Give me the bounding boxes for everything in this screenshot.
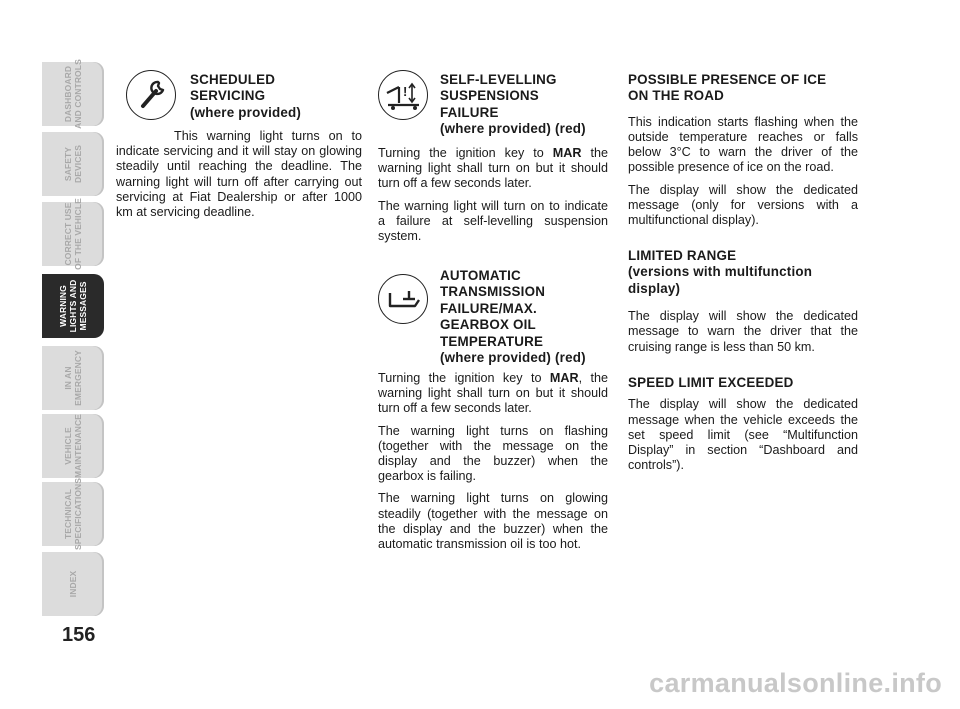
tab-label: CORRECT USE OF THE VEHICLE bbox=[63, 198, 83, 270]
tab-correct-use[interactable] bbox=[42, 198, 104, 270]
transmission-paragraph-3: The warning light turns on glowing steadily (together with the message on the display and the buzzer) when the automatic transmission oil is too hot. bbox=[378, 491, 608, 552]
suspension-body bbox=[378, 146, 608, 251]
text-span: the warning light shall turn on but it should turn off a few seconds later. bbox=[378, 146, 608, 191]
servicing-heading bbox=[190, 72, 370, 121]
transmission-title-line: TRANSMISSION bbox=[440, 284, 546, 300]
tab-in-an-emergency[interactable] bbox=[42, 346, 104, 410]
text-span: Turning the ignition key to bbox=[378, 371, 550, 385]
suspension-paragraph-2: The warning light will turn on to indicate a failure at self-levelling suspension system. bbox=[378, 198, 608, 244]
tab-safety-devices[interactable] bbox=[42, 132, 104, 196]
transmission-title-line: GEARBOX OIL bbox=[440, 317, 536, 333]
transmission-heading bbox=[440, 268, 615, 366]
transmission-title-line: (where provided) (red) bbox=[440, 350, 586, 366]
watermark: carmanualsonline.info bbox=[649, 668, 942, 698]
suspension-title-line: FAILURE bbox=[440, 104, 499, 120]
range-title-line: LIMITED RANGE bbox=[628, 248, 737, 263]
text-span: , the warning light shall turn on but it should turn off a few seconds later. bbox=[378, 371, 608, 416]
range-title-line: display) bbox=[628, 280, 681, 296]
tab-label: IN AN EMERGENCY bbox=[63, 350, 83, 406]
speed-title: SPEED LIMIT EXCEEDED bbox=[628, 375, 794, 390]
suspension-title-line: SUSPENSIONS bbox=[440, 88, 539, 104]
speed-section bbox=[628, 375, 858, 480]
servicing-title-line: SERVICING bbox=[190, 88, 266, 104]
page-number: 156 bbox=[62, 624, 96, 646]
suspension-heading bbox=[440, 72, 615, 138]
tab-label: VEHICLE MAINTENANCE bbox=[63, 414, 83, 478]
tab-warning-lights[interactable] bbox=[42, 274, 104, 338]
tab-label: INDEX bbox=[68, 570, 78, 598]
wrench-icon bbox=[126, 70, 176, 120]
tab-label: TECHNICAL SPECIFICATIONS bbox=[63, 477, 83, 551]
ice-paragraph-1: This indication starts flashing when the outside temperature reaches or falls below 3°C to warn the driver of the possible presence of ice on the road. bbox=[628, 114, 858, 175]
suspension-title-line: (where provided) (red) bbox=[440, 121, 586, 137]
tab-dashboard-and-controls[interactable] bbox=[42, 59, 104, 129]
tab-label: SAFETY DEVICES bbox=[63, 144, 83, 184]
text-span: Turning the ignition key to bbox=[378, 146, 553, 160]
tab-vehicle-maintenance[interactable] bbox=[42, 414, 104, 478]
range-section bbox=[628, 248, 858, 362]
transmission-title-line: FAILURE/MAX. bbox=[440, 300, 537, 316]
gearbox-oil-icon bbox=[378, 274, 428, 324]
transmission-paragraph-1 bbox=[378, 371, 608, 417]
servicing-title-line: SCHEDULED bbox=[190, 72, 276, 87]
key-position-label: MAR bbox=[552, 146, 582, 160]
speed-paragraph-1: The display will show the dedicated message when the vehicle exceeds the set speed limit (see “Multifunction Display” in section “Dashboard and controls”). bbox=[628, 397, 858, 473]
ice-paragraph-2: The display will show the dedicated message (only for versions with a multifunctional display). bbox=[628, 182, 858, 228]
transmission-body bbox=[378, 371, 608, 559]
range-title-line: (versions with multifunction bbox=[628, 264, 813, 280]
suspension-warning-icon bbox=[378, 70, 428, 120]
svg-text:!: ! bbox=[403, 84, 408, 99]
suspension-title-line: SELF-LEVELLING bbox=[440, 72, 557, 87]
ice-title-line: POSSIBLE PRESENCE OF ICE bbox=[628, 72, 827, 87]
tab-index[interactable] bbox=[42, 552, 104, 616]
servicing-title-line: (where provided) bbox=[190, 104, 302, 120]
transmission-paragraph-2: The warning light turns on flashing (together with the message on the display and the buzzer) when the gearbox is failing. bbox=[378, 423, 608, 484]
transmission-title-line: TEMPERATURE bbox=[440, 333, 544, 349]
ice-title-line: ON THE ROAD bbox=[628, 88, 724, 104]
key-position-label: MAR bbox=[549, 371, 579, 385]
servicing-body: This warning light turns on to indicate servicing and it will stay on glowing steadily until reaching the deadline. The warning light will turn off after carrying out servicing at Fiat Dealership or after 1000 km at servicing deadline. bbox=[116, 129, 362, 220]
tab-label: DASHBOARD AND CONTROLS bbox=[63, 59, 83, 129]
ice-section bbox=[628, 72, 858, 235]
suspension-paragraph-1 bbox=[378, 146, 608, 192]
range-paragraph-1: The display will show the dedicated message to warn the driver that the cruising range is less than 50 km. bbox=[628, 309, 858, 354]
transmission-title-line: AUTOMATIC bbox=[440, 268, 521, 283]
tab-technical-specifications[interactable] bbox=[42, 477, 104, 551]
tab-label: WARNING LIGHTS AND MESSAGES bbox=[58, 279, 88, 333]
